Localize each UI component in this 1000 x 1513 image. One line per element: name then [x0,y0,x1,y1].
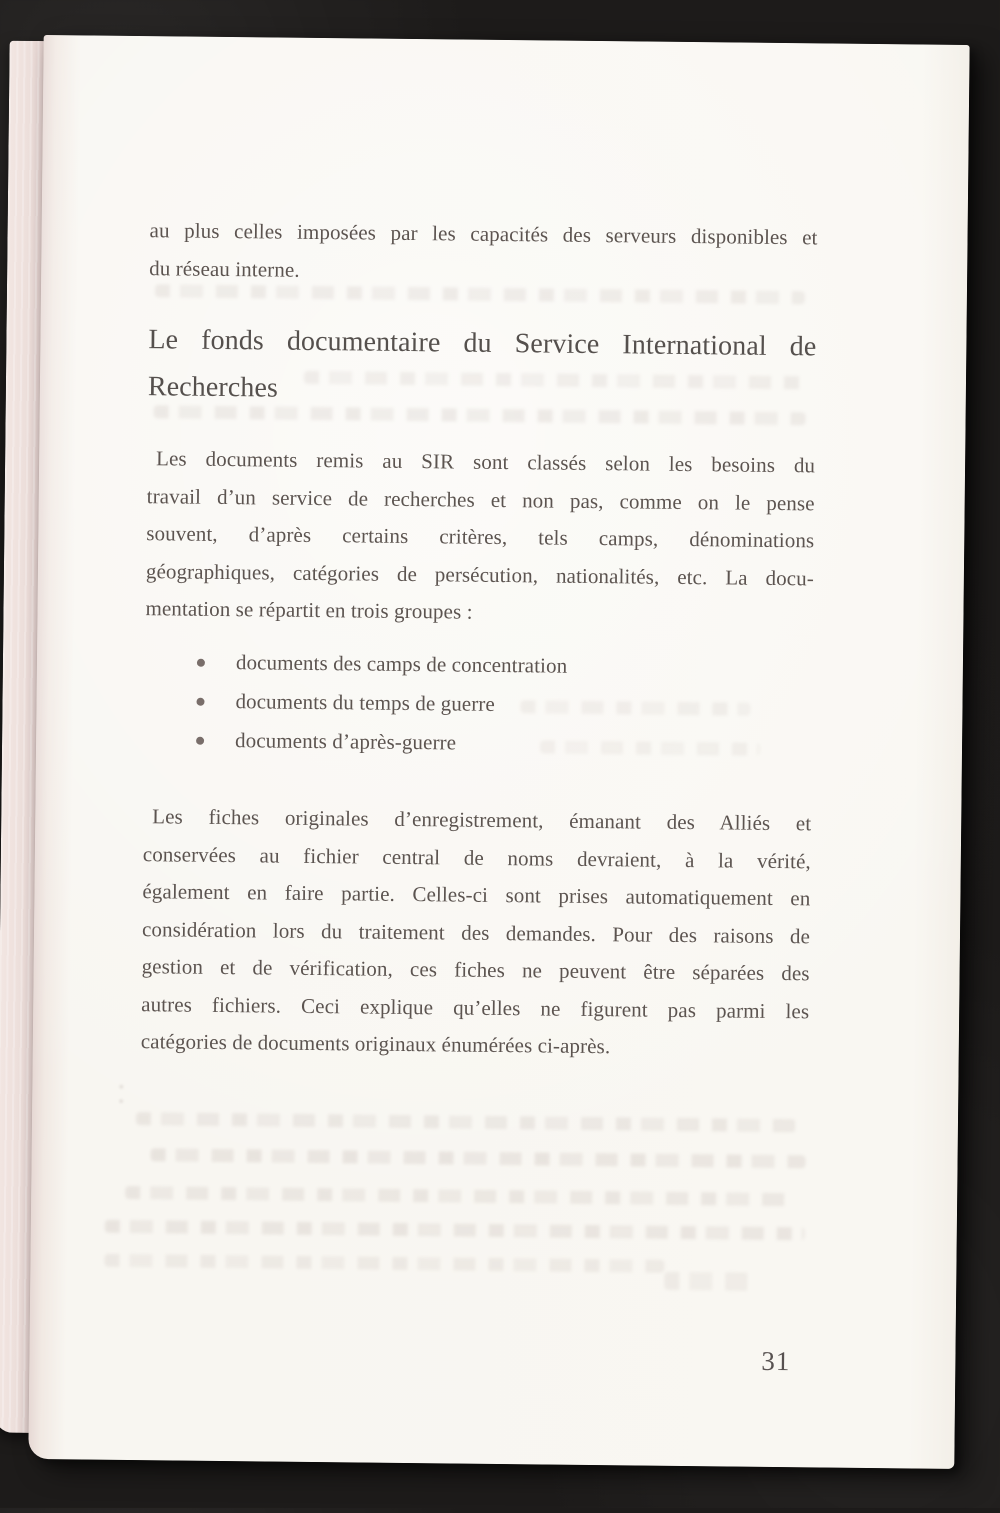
list-item [144,681,784,727]
text-line: conservées au fichier central de noms devraient, à la vérité, [142,841,811,873]
text-line: travail d’un service de recherches et non pas, comme on le pense [146,483,815,515]
text-line: autres fichiers. Ceci explique qu’elles ne figurent pas parmi les [141,991,810,1023]
text-line: du réseau interne. [149,255,300,282]
bleed-through-blot [664,1272,759,1291]
text-line: catégories de documents originaux énumérées ci-après. [140,1029,611,1059]
book-page [28,35,969,1469]
section-heading [148,316,817,417]
bullet-icon [196,736,204,744]
page-number: 31 [761,1345,791,1377]
paragraph-classification [145,440,815,635]
document-groups-list [144,642,785,766]
list-item-label: documents des camps de concentration [235,650,568,678]
text-line: mentation se répartit en trois groupes : [145,596,473,624]
heading-line: Recherches [147,371,279,404]
bleed-through-line [105,1220,805,1241]
text-line: Les fiches originales d’enregistrement, émanant des Alliés et [152,804,812,836]
bleed-through-line [104,1254,664,1273]
list-item [145,642,785,688]
text-line: souvent, d’après certains critères, tels camps, dénominations [146,521,815,553]
heading-line: Le fonds documentaire du Service International de [148,324,817,363]
text-line: Les documents remis au SIR sont classés selon les besoins du [156,446,816,478]
text-line: au plus celles imposées par les capacités des serveurs disponibles et [149,218,818,250]
text-line: gestion et de vérification, ces fiches ne peuvent être séparées des [141,954,810,986]
paragraph-fiches [141,798,812,1068]
list-item [144,720,784,766]
list-item-label: documents d’après-guerre [234,728,457,755]
bleed-through-line [125,1186,793,1206]
text-line: considération lors du traitement des demandes. Pour des raisons de [141,916,811,948]
bleed-through-line [136,1112,796,1132]
text-line: géographiques, catégories de persécution, nationalités, etc. La docu- [145,558,815,590]
list-item-label: documents du temps de guerre [235,689,496,716]
bullet-icon [197,658,205,666]
bullet-icon [196,697,204,705]
text-line: également en faire partie. Celles-ci sont prises automatiquement en [142,879,811,911]
bleed-through-mark [114,1082,128,1106]
bleed-through-line [151,1148,806,1168]
paragraph-intro [149,212,818,294]
